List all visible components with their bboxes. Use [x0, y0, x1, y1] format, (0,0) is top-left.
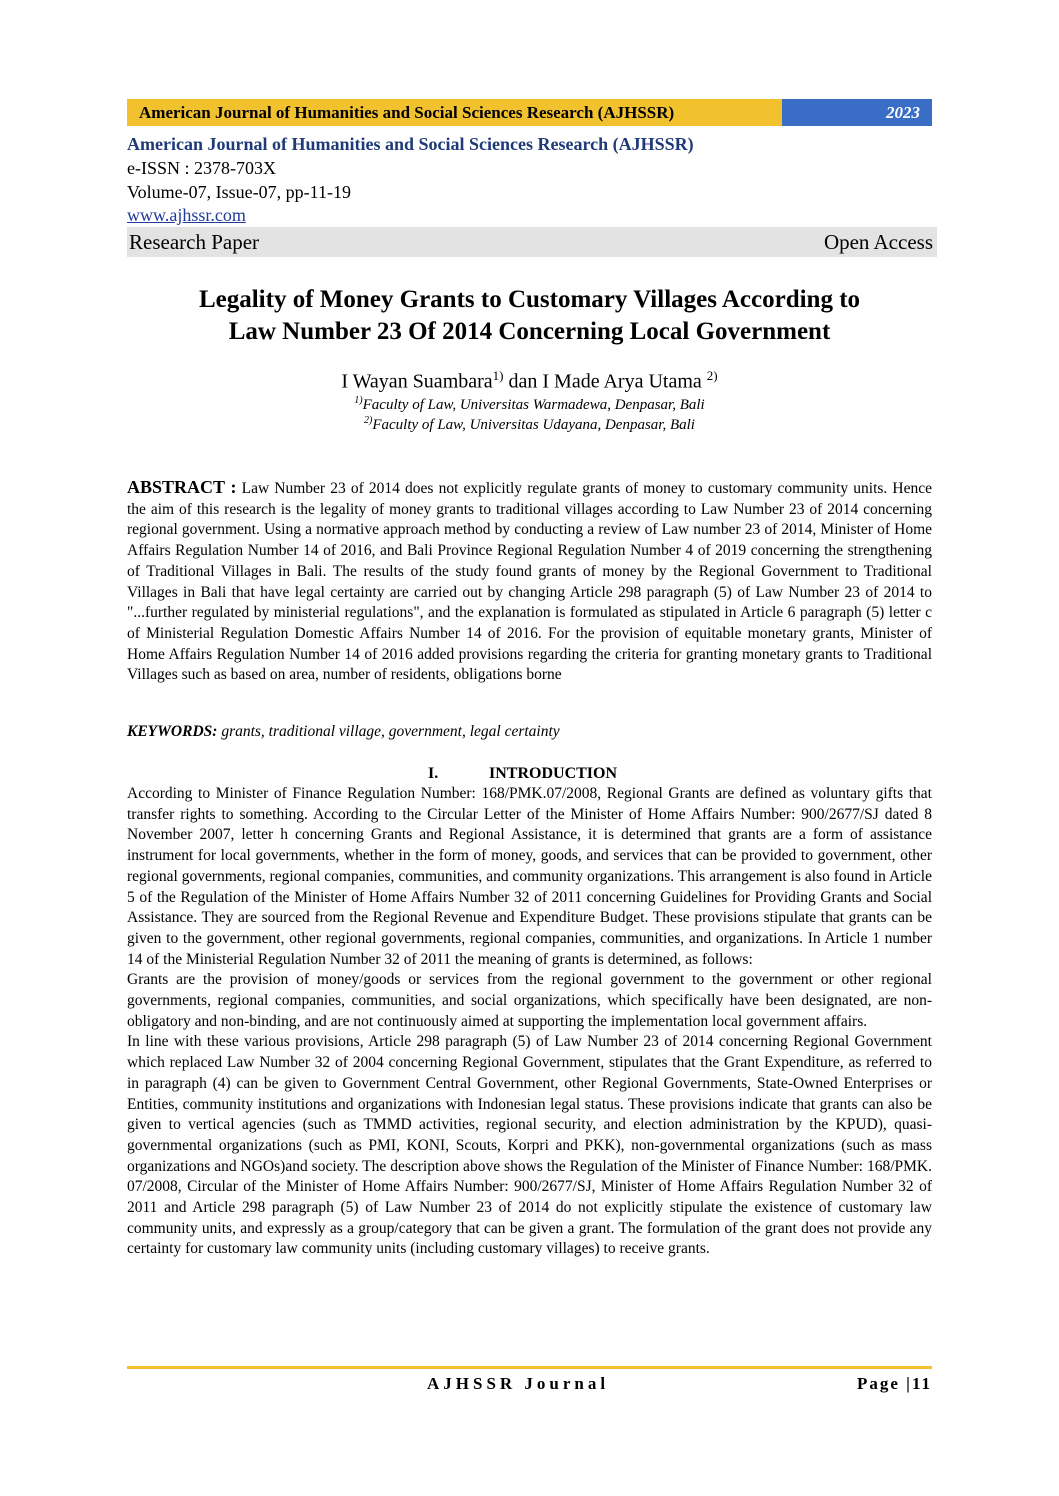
abstract-text: Law Number 23 of 2014 does not explicitly regulate grants of money to customary community units. Hence the aim of this research is the legality of money grants to traditional villages according to Law Number 23 of 2014 concerning regional government. Using a normative approach method by conducting a review of Law number 23 of 2014, Minister of Home Affairs Regulation Number 14 of 2016, and Bali Province Regional Regulation Number 4 of 2019 concerning the strengthening of Traditional Villages in Bali. The results of the study found grants of money by the Regional Government to Traditional Villages in Bali that have legal certainty are carried out by changing Article 298 paragraph (5) of Law Number 23 of 2014 to "...further regulated by ministerial regulations", and the explanation is formulated as stipulated in Article 6 paragraph (5) letter c of Ministerial Regulation Domestic Affairs Number 14 of 2016. For the provision of equitable monetary grants, Minister of Home Affairs Regulation Number 14 of 2016 added provisions regarding the criteria for granting monetary grants to Traditional Villages such as based on area, number of residents, obligations borne	[127, 480, 932, 684]
paper-type-bar	[127, 227, 937, 257]
affiliation-1-text: Faculty of Law, Universitas Warmadewa, Denpasar, Bali	[362, 397, 705, 413]
abstract	[127, 477, 932, 686]
author-2-affiliation-mark: 2)	[706, 368, 718, 383]
footer-page-number: 11	[911, 1374, 932, 1393]
footer-page-label: Page |	[857, 1374, 912, 1393]
volume-issue: Volume-07, Issue-07, pp-11-19	[127, 182, 351, 202]
paper-type: Research Paper	[129, 230, 260, 254]
article-title	[127, 284, 932, 348]
footer-page	[857, 1373, 932, 1395]
keywords-text: grants, traditional village, government, legal certainty	[217, 723, 560, 740]
intro-paragraph-2: Grants are the provision of money/goods or services from the regional government to the government or other regional governments, regional companies, communities, and social organizations, which specifically have been designated, are non-obligatory and non-binding, and are not continuously aimed at supporting the implementation local government affairs.	[127, 971, 932, 1030]
author-1: I Wayan Suambara	[341, 370, 493, 393]
affiliation-2	[127, 412, 932, 434]
title-line-2: Law Number 23 Of 2014 Concerning Local Government	[228, 318, 831, 345]
running-header-journal: American Journal of Humanities and Social Sciences Research (AJHSSR)	[127, 99, 782, 126]
introduction-body	[127, 784, 932, 1260]
keywords	[127, 722, 932, 742]
access-type: Open Access	[823, 230, 933, 254]
running-header	[127, 99, 932, 126]
affiliation-2-mark: 2)	[364, 415, 373, 426]
journal-info	[127, 132, 937, 257]
issn: e-ISSN : 2378-703X	[127, 158, 276, 178]
footer-journal: AJHSSR Journal	[427, 1374, 610, 1393]
title-line-1: Legality of Money Grants to Customary Villages According to	[198, 286, 861, 313]
running-header-year: 2023	[782, 99, 932, 126]
authors	[127, 362, 932, 396]
affiliation-1	[127, 392, 932, 414]
intro-paragraph-1: According to Minister of Finance Regulation Number: 168/PMK.07/2008, Regional Grants are defined as voluntary gifts that transfer rights to something. According to the Circular Letter of the Minister of Home Affairs Number: 900/2677/SJ dated 8 November 2007, letter h concerning Grants and Regional Assistance, it is determined that grants are a form of assistance instrument for local governments, whether in the form of money, goods, and services that can be provided to government, other regional governments, regional companies, communities, and community organizations. This arrangement is also found in Article 5 of the Regulation of the Minister of Home Affairs Number 32 of 2011 concerning Guidelines for Providing Grants and Social Assistance. They are sourced from the Regional Revenue and Expenditure Budget. These provisions stipulate that grants can be given to the government, other regional governments, regional companies, communities, and organizations. In Article 1 number 14 of the Ministerial Regulation Number 32 of 2011 the meaning of grants is determined, as follows:	[127, 785, 932, 968]
abstract-label: ABSTRACT :	[127, 477, 237, 497]
keywords-label: KEYWORDS:	[127, 723, 218, 740]
section-title: INTRODUCTION	[489, 765, 618, 782]
affiliation-2-text: Faculty of Law, Universitas Udayana, Denpasar, Bali	[372, 417, 695, 433]
footer-divider	[127, 1366, 932, 1369]
author-1-affiliation-mark: 1)	[492, 368, 504, 383]
journal-name: American Journal of Humanities and Social Sciences Research (AJHSSR)	[127, 134, 694, 154]
intro-paragraph-3: In line with these various provisions, Article 298 paragraph (5) of Law Number 23 of 2014 concerning Regional Government which replaced Law Number 32 of 2004 concerning Regional Government, stipulates that the Grant Expenditure, as referred to in paragraph (4) can be given to Government Central Government, other Regional Governments, State-Owned Enterprises or Entities, community institutions and organizations with Indonesian legal status. These provisions indicate that grants can also be given to vertical agencies (such as TMMD activities, regional security, and election administration by the KPUD), quasi-governmental organizations (such as PMI, KONI, Scouts, Korpri and PKK), non-governmental organizations (such as mass organizations and NGOs)and society. The description above shows the Regulation of the Minister of Finance Number: 168/PMK. 07/2008, Circular of the Minister of Home Affairs Number: 900/2677/SJ, Minister of Home Affairs Regulation Number 32 of 2011 and Article 298 paragraph (5) of Law Number 23 of 2014 do not explicitly stipulate the existence of customary law community units, and expressly as a group/category that can be given a grant. The formulation of the grant does not provide any certainty for customary law community units (including customary villages) to receive grants.	[127, 1033, 932, 1258]
affiliation-1-mark: 1)	[354, 395, 363, 406]
section-number: I.	[428, 765, 439, 782]
author-joiner: dan I Made Arya Utama	[503, 370, 707, 393]
journal-website-link[interactable]: www.ajhssr.com	[127, 205, 246, 225]
